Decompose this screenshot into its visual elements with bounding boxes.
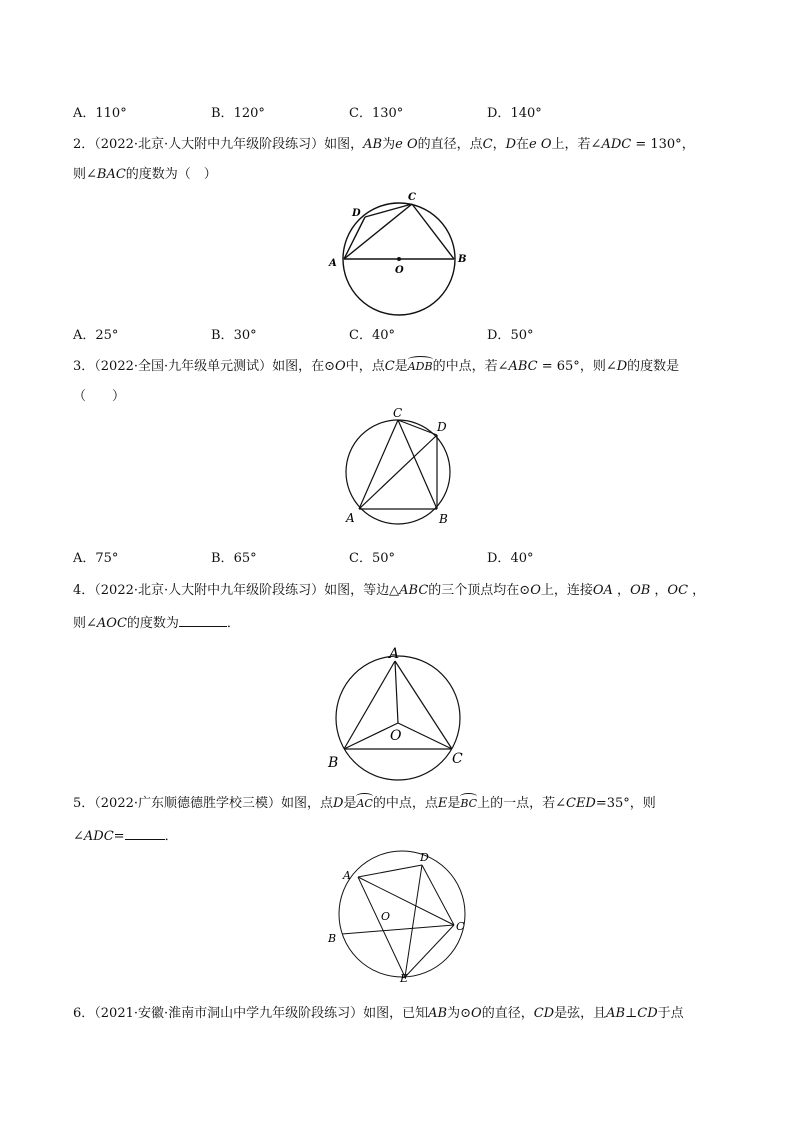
q2-option-c: C．40° [349, 328, 395, 343]
q5-stem-line2: ∠ADC= ． [73, 829, 178, 844]
q5-label-c: C [456, 920, 465, 933]
q5-label-a: A [343, 869, 351, 882]
q3-label-a: A [346, 511, 355, 525]
q5-chord-ce [405, 925, 454, 977]
q2-label-a: A [329, 258, 337, 269]
q3-label-b: B [439, 512, 448, 526]
q5-label-b: B [328, 932, 337, 945]
q3-arc-adb: ADB [407, 360, 433, 373]
q5-chord-bc [342, 925, 454, 934]
q1-option-d: D．140° [487, 106, 542, 121]
q3-label-d: D [437, 420, 447, 434]
q4-segment-oa [395, 661, 398, 723]
q5-stem-line1: 5．（2022·广东顺德德胜学校三模）如图，点D是AC的中点，点E是BC上的一点，若∠CED=35°，则 [73, 796, 656, 811]
q1-option-b: B．120° [211, 106, 265, 121]
q2-stem-line1: 2．（2022·北京·人大附中九年级阶段练习）如图，AB为e O的直径，点C，D在e O上，若∠ADC = 130°， [73, 137, 695, 152]
q5-chord-ac [358, 877, 454, 925]
q4-answer-blank[interactable] [179, 614, 227, 627]
q4-label-b: B [328, 755, 339, 771]
q3-stem-line2: （ ） [73, 389, 126, 404]
q5-chord-ae [358, 877, 405, 977]
q5-chord-dc [422, 865, 454, 925]
q5-circle [339, 851, 465, 977]
q3-chord-ac [359, 420, 398, 509]
q2-option-b: B．30° [211, 328, 257, 343]
q2-label-c: C [408, 192, 416, 203]
q5-label-o: O [381, 910, 391, 923]
q4-figure [325, 643, 475, 773]
q1-option-c: C．130° [349, 106, 404, 121]
q5-chord-de [405, 865, 422, 977]
q2-option-d: D．50° [487, 328, 534, 343]
q3-figure [335, 406, 465, 533]
q5-arc-ac: AC [356, 797, 373, 810]
q3-stem-line1: 3．（2022·全国·九年级单元测试）如图，在⊙O中，点C是ADB的中点，若∠ABC = 65°，则∠D的度数是 [73, 359, 680, 374]
q6-stem-line1: 6．（2021·安徽·淮南市洞山中学九年级阶段练习）如图，已知AB为⊙O的直径，CD是弦，且AB⊥CD于点 [73, 1006, 684, 1021]
q4-side-ab [344, 661, 395, 749]
q2-label-o: O [395, 265, 404, 276]
q3-chord-ad [359, 435, 437, 509]
q2-figure [325, 188, 475, 318]
q5-figure [325, 850, 470, 985]
q3-label-c: C [393, 406, 403, 420]
q5-answer-blank[interactable] [125, 827, 165, 840]
q3-option-b: B．65° [211, 551, 257, 566]
q4-label-c: C [452, 751, 463, 767]
q5-label-e: E [400, 972, 409, 985]
q4-stem-line2: 则∠AOC的度数为 ． [73, 616, 240, 631]
q2-label-d: D [352, 208, 361, 219]
q2-label-b: B [458, 254, 467, 265]
q3-option-c: C．50° [349, 551, 395, 566]
q5-arc-bc: BC [460, 797, 478, 810]
q4-stem-line1: 4．（2022·北京·人大附中九年级阶段练习）如图，等边△ABC的三个顶点均在⊙O上，连接OA ，OB ，OC ， [73, 583, 706, 598]
q2-stem-line2: 则∠BAC的度数为（ ） [73, 167, 217, 182]
q3-option-d: D．40° [487, 551, 534, 566]
q2-option-a: A．25° [73, 328, 119, 343]
q5-chord-ad [358, 865, 422, 877]
q3-option-a: A．75° [73, 551, 119, 566]
q4-label-a: A [389, 646, 400, 662]
q5-label-d: D [420, 851, 429, 864]
q2-center-dot [397, 257, 401, 261]
q1-option-a: A．110° [73, 106, 127, 121]
q4-label-o: O [390, 728, 402, 744]
